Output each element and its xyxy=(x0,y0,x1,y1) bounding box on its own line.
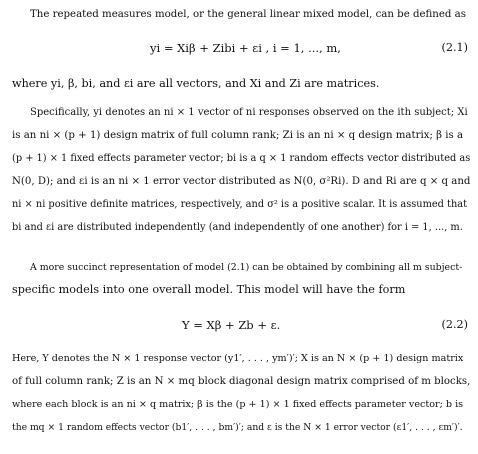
paragraph-succinct-line-2: specific models into one overall model. This model will have the form xyxy=(12,283,406,296)
paragraph-specifically-line-5: ni × ni positive definite matrices, respectively, and σ² is a positive scalar. It is assumed that xyxy=(12,199,468,210)
equation-number-2-1: (2.1) xyxy=(441,41,468,54)
paragraph-here-line-3: where each block is an ni × q matrix; β is the (p + 1) × 1 fixed effects parameter vector; b is xyxy=(12,399,464,410)
paragraph-here-line-4: the mq × 1 random effects vector (b1′, . . . , bm′)′; and ε is the N × 1 error vector (ε1′, . . . , εm′)′. xyxy=(12,422,463,433)
paragraph-here-line-2: of full column rank; Z is an N × mq block diagonal design matrix comprised of m blocks, xyxy=(12,376,471,387)
paragraph-where: where yi, β, bi, and εi are all vectors, and Xi and Zi are matrices. xyxy=(12,77,380,90)
paragraph-specifically-line-1: Specifically, yi denotes an ni × 1 vector of ni responses observed on the ith subject; Xi xyxy=(30,107,468,118)
paragraph-specifically-line-4: N(0, D); and εi is an ni × 1 error vector distributed as N(0, σ²Ri). D and Ri are q × q and xyxy=(12,176,471,187)
paragraph-specifically-line-6: bi and εi are distributed independently (and independently of one another) for i = 1, ..., m. xyxy=(12,222,463,233)
paragraph-intro: The repeated measures model, or the general linear mixed model, can be defined as xyxy=(30,9,466,20)
equation-2-1: yi = Xiβ + Zibi + εi , i = 1, ..., m, xyxy=(150,41,341,55)
equation-number-2-2: (2.2) xyxy=(441,318,468,331)
equation-2-2: Y = Xβ + Zb + ε. xyxy=(182,318,281,332)
paragraph-specifically-line-2: is an ni × (p + 1) design matrix of full column rank; Zi is an ni × q design matrix; β is a xyxy=(12,130,464,141)
paragraph-succinct-line-1: A more succinct representation of model (2.1) can be obtained by combining all m subject- xyxy=(30,262,463,273)
paragraph-here-line-1: Here, Y denotes the N × 1 response vector (y1′, . . . , ym′)′; X is an N × (p + 1) design matrix xyxy=(12,353,464,364)
paragraph-specifically-line-3: (p + 1) × 1 fixed effects parameter vector; bi is a q × 1 random effects vector distributed as xyxy=(12,153,471,164)
